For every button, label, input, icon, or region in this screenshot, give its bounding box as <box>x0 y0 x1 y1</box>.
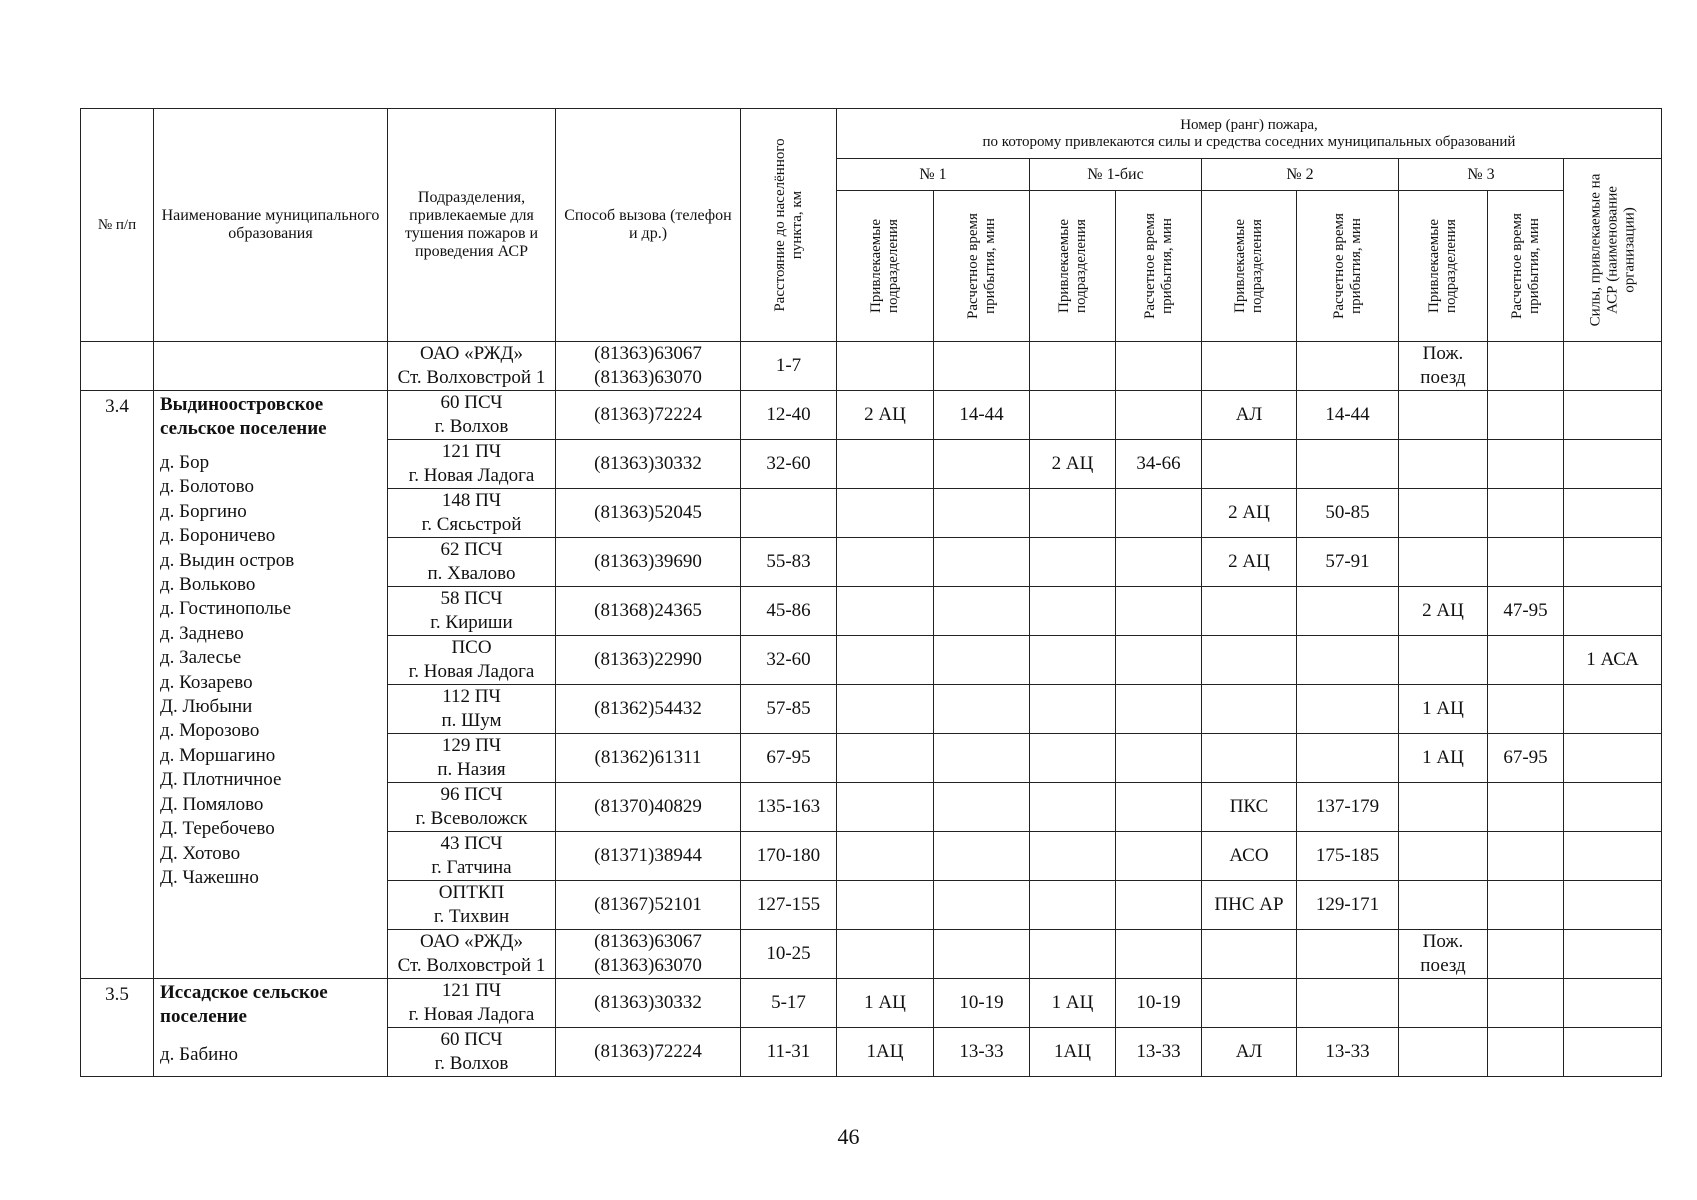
unit-cell <box>388 538 556 587</box>
unit-cell-line-2: г. Сясьстрой <box>421 514 522 535</box>
num-cell-empty <box>81 342 154 391</box>
acr-cell <box>1564 783 1662 832</box>
header-r2-units: Привлекаемые подразделения <box>1202 191 1297 342</box>
unit-cell-line-1: 121 ПЧ <box>441 441 502 462</box>
call-cell <box>556 783 741 832</box>
rank2-units-cell <box>1202 636 1297 685</box>
village-name: д. Заднево <box>160 622 244 644</box>
rank1bis-time-cell <box>1116 685 1202 734</box>
acr-cell <box>1564 685 1662 734</box>
call-cell <box>556 587 741 636</box>
rank1-time-cell: 14-44 <box>934 391 1030 440</box>
header-r1-units: Привлекаемые подразделения <box>837 191 934 342</box>
rank3-time-cell <box>1488 832 1564 881</box>
distance-cell: 32-60 <box>741 636 837 685</box>
village-name: д. Залесье <box>160 647 242 669</box>
rank3-time-cell <box>1488 979 1564 1028</box>
village-name: д. Бороничево <box>160 525 276 547</box>
unit-cell <box>388 440 556 489</box>
rank3-units-cell <box>1399 832 1488 881</box>
unit-cell-line-2: п. Хвалово <box>427 563 516 584</box>
rank1bis-units-cell <box>1030 734 1116 783</box>
rank1-time-cell <box>934 685 1030 734</box>
rank2-time-cell <box>1297 636 1399 685</box>
call-cell-line-1: (81367)52101 <box>594 894 702 915</box>
unit-cell <box>388 342 556 391</box>
rank2-time-cell <box>1297 685 1399 734</box>
unit-cell-line-1: ПСО <box>451 637 492 658</box>
village-name: д. Выдин остров <box>160 549 295 571</box>
unit-cell-line-1: 129 ПЧ <box>441 735 502 756</box>
rank3-time-cell <box>1488 538 1564 587</box>
acr-cell <box>1564 930 1662 979</box>
call-cell-line-1: (81363)39690 <box>594 551 702 572</box>
rank1bis-units-cell <box>1030 587 1116 636</box>
rank1-time-cell <box>934 930 1030 979</box>
header-rank-3: № 3 <box>1399 159 1564 191</box>
acr-cell <box>1564 587 1662 636</box>
rank1-time-cell <box>934 881 1030 930</box>
rank1-time-cell <box>934 587 1030 636</box>
unit-cell-line-2: г. Волхов <box>434 1053 509 1074</box>
distance-cell: 32-60 <box>741 440 837 489</box>
distance-cell: 11-31 <box>741 1028 837 1077</box>
unit-cell-line-1: 62 ПСЧ <box>440 539 503 560</box>
header-distance: Расстояние до населённого пункта, км <box>741 109 837 342</box>
header-municipality: Наименование муниципального образования <box>154 109 388 342</box>
rank1bis-units-cell <box>1030 489 1116 538</box>
rank2-units-cell: 2 АЦ <box>1202 538 1297 587</box>
rank1bis-units-cell <box>1030 930 1116 979</box>
header-rank-1bis: № 1-бис <box>1030 159 1202 191</box>
unit-cell-line-2: Ст. Волховстрой 1 <box>397 955 546 976</box>
rank3-units-cell <box>1399 489 1488 538</box>
acr-cell <box>1564 881 1662 930</box>
table-row <box>81 979 1662 1028</box>
rank3-units-cell: 1 АЦ <box>1399 734 1488 783</box>
call-cell <box>556 1028 741 1077</box>
header-rank-2: № 2 <box>1202 159 1399 191</box>
distance-cell <box>741 489 837 538</box>
rank3-time-cell: 67-95 <box>1488 734 1564 783</box>
village-name: Д. Хотово <box>160 842 241 864</box>
call-cell-line-1: (81362)61311 <box>594 747 702 768</box>
village-name: д. Боргино <box>160 500 247 522</box>
rank3-time-cell <box>1488 636 1564 685</box>
rank2-units-cell <box>1202 979 1297 1028</box>
rank3-units-cell: Пож. поезд <box>1399 930 1488 979</box>
rank1bis-units-cell: 1АЦ <box>1030 1028 1116 1077</box>
rank2-units-cell <box>1202 685 1297 734</box>
call-cell-line-1: (81363)72224 <box>594 404 702 425</box>
rank1-time-cell <box>934 832 1030 881</box>
village-list <box>156 1029 385 1067</box>
rank1bis-time-cell <box>1116 832 1202 881</box>
call-cell-line-1: (81368)24365 <box>594 600 702 621</box>
call-cell-line-1: (81362)54432 <box>594 698 702 719</box>
village-list <box>156 441 385 890</box>
rank3-units-cell <box>1399 636 1488 685</box>
rank1bis-time-cell <box>1116 391 1202 440</box>
rank2-time-cell <box>1297 734 1399 783</box>
section-num: 3.5 <box>81 979 154 1077</box>
unit-cell <box>388 587 556 636</box>
rank2-time-cell <box>1297 440 1399 489</box>
rank3-units-cell <box>1399 881 1488 930</box>
unit-cell-line-2: г. Новая Ладога <box>408 1004 535 1025</box>
village-name: д. Моршагино <box>160 744 276 766</box>
village-name: д. Бор <box>160 452 210 473</box>
rank1bis-time-cell <box>1116 881 1202 930</box>
unit-cell-line-1: ОАО «РЖД» <box>420 343 523 364</box>
unit-cell-line-2: г. Новая Ладога <box>408 465 535 486</box>
rank1-units-cell <box>837 734 934 783</box>
rank1bis-units-cell <box>1030 685 1116 734</box>
rank2-time-cell: 175-185 <box>1297 832 1399 881</box>
unit-cell-line-1: 58 ПСЧ <box>440 588 503 609</box>
rank2-units-cell: 2 АЦ <box>1202 489 1297 538</box>
distance-cell: 45-86 <box>741 587 837 636</box>
distance-cell: 127-155 <box>741 881 837 930</box>
rank1bis-units-cell: 1 АЦ <box>1030 979 1116 1028</box>
rank2-units-cell: АЛ <box>1202 391 1297 440</box>
rank3-units-cell <box>1399 1028 1488 1077</box>
village-name: Д. Плотничное <box>160 769 282 791</box>
rank3-time-cell <box>1488 440 1564 489</box>
unit-cell <box>388 832 556 881</box>
unit-cell-line-2: г. Гатчина <box>431 857 512 878</box>
rank1-units-cell <box>837 832 934 881</box>
rank1bis-time-cell <box>1116 538 1202 587</box>
rank2-units-cell: ПКС <box>1202 783 1297 832</box>
village-name: Д. Помялово <box>160 793 264 815</box>
unit-cell-line-2: п. Шум <box>441 710 502 731</box>
rank3-units-cell <box>1399 538 1488 587</box>
unit-cell <box>388 930 556 979</box>
rank1bis-units-cell: 2 АЦ <box>1030 440 1116 489</box>
unit-cell-line-1: 112 ПЧ <box>442 686 501 707</box>
call-cell <box>556 979 741 1028</box>
acr-cell <box>1564 440 1662 489</box>
rank3-units-cell: Пож. поезд <box>1399 342 1488 391</box>
unit-cell-line-2: г. Новая Ладога <box>408 661 535 682</box>
header-r1b-time: Расчетное время прибытия, мин <box>1116 191 1202 342</box>
call-cell-line-1: (81370)40829 <box>594 796 702 817</box>
rank1-units-cell <box>837 587 934 636</box>
header-r1b-units: Привлекаемые подразделения <box>1030 191 1116 342</box>
village-name: д. Болотово <box>160 476 254 498</box>
rank3-units-cell <box>1399 440 1488 489</box>
unit-cell <box>388 783 556 832</box>
rank2-units-cell <box>1202 342 1297 391</box>
acr-cell <box>1564 734 1662 783</box>
acr-cell <box>1564 391 1662 440</box>
call-cell <box>556 538 741 587</box>
rank2-time-cell: 50-85 <box>1297 489 1399 538</box>
village-name: д. Вольково <box>160 574 256 596</box>
call-cell <box>556 881 741 930</box>
rank1-units-cell <box>837 342 934 391</box>
unit-cell-line-1: 60 ПСЧ <box>440 1029 503 1050</box>
rank1bis-time-cell: 13-33 <box>1116 1028 1202 1077</box>
fire-forces-table <box>80 108 1662 1077</box>
unit-cell-line-1: 96 ПСЧ <box>440 784 503 805</box>
village-name: д. Гостинополье <box>160 598 292 620</box>
rank1-time-cell <box>934 538 1030 587</box>
rank2-units-cell: ПНС АР <box>1202 881 1297 930</box>
call-cell-line-1: (81363)30332 <box>594 453 702 474</box>
unit-cell-line-2: г. Волхов <box>434 416 509 437</box>
rank1bis-time-cell <box>1116 342 1202 391</box>
rank1bis-units-cell <box>1030 391 1116 440</box>
rank1-time-cell: 13-33 <box>934 1028 1030 1077</box>
municipality-name: Иссадское сельское поселение <box>160 982 328 1027</box>
rank1bis-units-cell <box>1030 783 1116 832</box>
unit-cell-line-1: 43 ПСЧ <box>440 833 503 854</box>
table-body <box>81 109 1662 1077</box>
distance-cell: 12-40 <box>741 391 837 440</box>
rank1bis-time-cell <box>1116 636 1202 685</box>
call-cell <box>556 636 741 685</box>
rank2-units-cell: АЛ <box>1202 1028 1297 1077</box>
rank1bis-time-cell <box>1116 734 1202 783</box>
rank1-units-cell <box>837 489 934 538</box>
rank1bis-time-cell <box>1116 489 1202 538</box>
rank1bis-time-cell: 34-66 <box>1116 440 1202 489</box>
rank1-units-cell: 1 АЦ <box>837 979 934 1028</box>
distance-cell: 1-7 <box>741 342 837 391</box>
rank1bis-time-cell <box>1116 587 1202 636</box>
rank2-time-cell: 14-44 <box>1297 391 1399 440</box>
rank3-units-cell <box>1399 979 1488 1028</box>
rank1bis-time-cell <box>1116 930 1202 979</box>
rank1bis-units-cell <box>1030 342 1116 391</box>
call-cell-line-2: (81363)63070 <box>594 955 702 976</box>
section-num: 3.4 <box>81 391 154 979</box>
rank1-time-cell <box>934 734 1030 783</box>
rank3-time-cell <box>1488 489 1564 538</box>
unit-cell <box>388 979 556 1028</box>
rank2-time-cell: 137-179 <box>1297 783 1399 832</box>
rank3-units-cell <box>1399 783 1488 832</box>
rank2-time-cell: 129-171 <box>1297 881 1399 930</box>
unit-cell-line-2: г. Всеволожск <box>415 808 528 829</box>
call-cell <box>556 391 741 440</box>
unit-cell-line-2: г. Тихвин <box>433 906 510 927</box>
rank1-units-cell <box>837 881 934 930</box>
rank1-units-cell <box>837 636 934 685</box>
header-call: Способ вызова (телефон и др.) <box>556 109 741 342</box>
rank1bis-time-cell <box>1116 783 1202 832</box>
rank1-units-cell <box>837 930 934 979</box>
unit-cell <box>388 489 556 538</box>
rank1bis-time-cell: 10-19 <box>1116 979 1202 1028</box>
rank1-units-cell <box>837 538 934 587</box>
rank1-time-cell <box>934 342 1030 391</box>
header-rank-1: № 1 <box>837 159 1030 191</box>
village-name: д. Морозово <box>160 720 260 742</box>
unit-cell-line-1: 121 ПЧ <box>441 980 502 1001</box>
distance-cell: 57-85 <box>741 685 837 734</box>
call-cell-line-1: (81363)63067 <box>594 343 702 364</box>
call-cell-line-1: (81363)52045 <box>594 502 702 523</box>
call-cell <box>556 734 741 783</box>
call-cell <box>556 832 741 881</box>
distance-cell: 10-25 <box>741 930 837 979</box>
rank2-time-cell <box>1297 587 1399 636</box>
rank2-units-cell <box>1202 440 1297 489</box>
acr-cell: 1 АСА <box>1564 636 1662 685</box>
acr-cell <box>1564 1028 1662 1077</box>
village-name: д. Козарево <box>160 671 253 693</box>
rank2-time-cell <box>1297 979 1399 1028</box>
unit-cell <box>388 685 556 734</box>
acr-cell <box>1564 342 1662 391</box>
rank3-units-cell: 1 АЦ <box>1399 685 1488 734</box>
rank1-units-cell <box>837 783 934 832</box>
rank1-units-cell <box>837 685 934 734</box>
rank3-time-cell <box>1488 685 1564 734</box>
municipality-name: Выдиноостровское сельское поселение <box>160 394 327 439</box>
rank3-time-cell <box>1488 1028 1564 1077</box>
call-cell-line-1: (81363)72224 <box>594 1041 702 1062</box>
rank3-time-cell <box>1488 391 1564 440</box>
rank3-time-cell <box>1488 881 1564 930</box>
rank3-time-cell: 47-95 <box>1488 587 1564 636</box>
rank1-units-cell: 1АЦ <box>837 1028 934 1077</box>
rank1-time-cell: 10-19 <box>934 979 1030 1028</box>
call-cell <box>556 342 741 391</box>
call-cell-line-2: (81363)63070 <box>594 367 702 388</box>
rank1-time-cell <box>934 783 1030 832</box>
table-row <box>81 391 1662 440</box>
rank3-units-cell: 2 АЦ <box>1399 587 1488 636</box>
rank3-time-cell <box>1488 783 1564 832</box>
unit-cell <box>388 881 556 930</box>
header-acr: Силы, привлекаемые на АСР (наименование организации) <box>1564 159 1662 342</box>
call-cell <box>556 930 741 979</box>
page-number: 46 <box>837 1124 860 1149</box>
unit-cell <box>388 636 556 685</box>
rank1-units-cell: 2 АЦ <box>837 391 934 440</box>
call-cell-line-1: (81363)63067 <box>594 931 702 952</box>
rank1bis-units-cell <box>1030 881 1116 930</box>
distance-cell: 5-17 <box>741 979 837 1028</box>
rank2-time-cell: 57-91 <box>1297 538 1399 587</box>
rank2-units-cell <box>1202 587 1297 636</box>
unit-cell-line-1: 60 ПСЧ <box>440 392 503 413</box>
rank3-units-cell <box>1399 391 1488 440</box>
header-r3-time: Расчетное время прибытия, мин <box>1488 191 1564 342</box>
section-municipality <box>154 391 388 979</box>
rank1-time-cell <box>934 636 1030 685</box>
unit-cell-line-1: 148 ПЧ <box>441 490 502 511</box>
table-row <box>81 342 1662 391</box>
distance-cell: 55-83 <box>741 538 837 587</box>
acr-cell <box>1564 489 1662 538</box>
rank1bis-units-cell <box>1030 538 1116 587</box>
header-r3-units: Привлекаемые подразделения <box>1399 191 1488 342</box>
unit-cell-line-2: Ст. Волховстрой 1 <box>397 367 546 388</box>
rank1-time-cell <box>934 440 1030 489</box>
unit-cell-line-1: ОАО «РЖД» <box>420 931 523 952</box>
rank2-time-cell <box>1297 342 1399 391</box>
distance-cell: 135-163 <box>741 783 837 832</box>
unit-cell-line-2: г. Кириши <box>430 612 513 633</box>
village-name: д. Бабино <box>160 1044 239 1065</box>
unit-cell <box>388 1028 556 1077</box>
village-name: Д. Чажешно <box>160 866 259 888</box>
rank2-units-cell <box>1202 734 1297 783</box>
section-municipality <box>154 979 388 1077</box>
village-name: Д. Теребочево <box>160 818 275 840</box>
rank1-units-cell <box>837 440 934 489</box>
acr-cell <box>1564 538 1662 587</box>
call-cell-line-1: (81371)38944 <box>594 845 702 866</box>
unit-cell <box>388 391 556 440</box>
rank2-units-cell: АСО <box>1202 832 1297 881</box>
header-units: Подразделения, привлекаемые для тушения пожаров и проведения АСР <box>388 109 556 342</box>
call-cell-line-1: (81363)22990 <box>594 649 702 670</box>
rank2-time-cell <box>1297 930 1399 979</box>
unit-cell-line-2: п. Назия <box>437 759 506 780</box>
header-r2-time: Расчетное время прибытия, мин <box>1297 191 1399 342</box>
rank2-time-cell: 13-33 <box>1297 1028 1399 1077</box>
village-name: Д. Любыни <box>160 696 253 718</box>
call-cell <box>556 685 741 734</box>
acr-cell <box>1564 979 1662 1028</box>
header-rank-title: Номер (ранг) пожара, по которому привлекаются силы и средства соседних муниципальных образований <box>837 109 1662 159</box>
call-cell <box>556 440 741 489</box>
rank1-time-cell <box>934 489 1030 538</box>
rank2-units-cell <box>1202 930 1297 979</box>
header-r1-time: Расчетное время прибытия, мин <box>934 191 1030 342</box>
acr-cell <box>1564 832 1662 881</box>
distance-cell: 170-180 <box>741 832 837 881</box>
unit-cell <box>388 734 556 783</box>
municipality-cell-empty <box>154 342 388 391</box>
rank3-time-cell <box>1488 342 1564 391</box>
distance-cell: 67-95 <box>741 734 837 783</box>
rank3-time-cell <box>1488 930 1564 979</box>
call-cell-line-1: (81363)30332 <box>594 992 702 1013</box>
rank1bis-units-cell <box>1030 832 1116 881</box>
header-num: № п/п <box>81 109 154 342</box>
unit-cell-line-1: ОПТКП <box>438 882 505 903</box>
rank1bis-units-cell <box>1030 636 1116 685</box>
call-cell <box>556 489 741 538</box>
